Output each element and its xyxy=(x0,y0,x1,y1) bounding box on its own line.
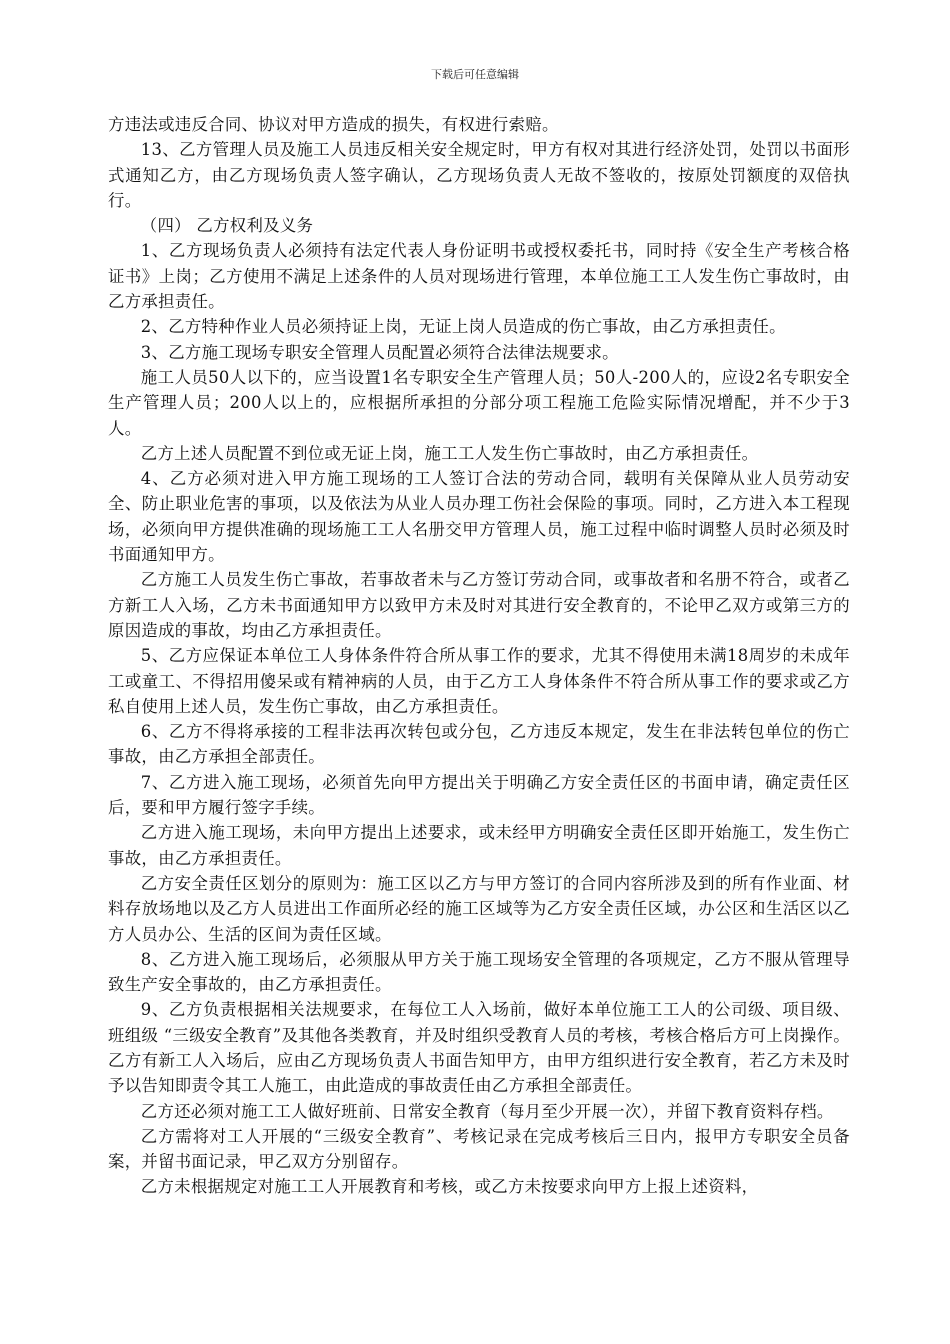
paragraph: 13、乙方管理人员及施工人员违反相关安全规定时，甲方有权对其进行经济处罚，处罚以书面形式通知乙方，由乙方现场负责人签字确认，乙方现场负责人无故不签收的，按原处罚额度的双倍执行。 xyxy=(108,140,850,210)
paragraph: 1、乙方现场负责人必须持有法定代表人身份证明书或授权委托书，同时持《安全生产考核合格证书》上岗；乙方使用不满足上述条件的人员对现场进行管理，本单位施工工人发生伤亡事故时，由乙方承担责任。 xyxy=(108,241,850,312)
paragraph: 9、乙方负责根据相关法规要求，在每位工人入场前，做好本单位施工工人的公司级、项目级、班组级 “三级安全教育”及其他各类教育，并及时组织受教育人员的考核，考核合格后方可上岗操作。乙方有新工人入场后，应由乙方现场负责人书面告知甲方，由甲方组织进行安全教育，若乙方未及时予以告知即责令其工人施工，由此造成的事故责任由乙方承担全部责任。 xyxy=(108,1000,850,1096)
paragraph: 方违法或违反合同、协议对甲方造成的损失，有权进行索赔。 xyxy=(108,115,559,134)
document-body xyxy=(108,112,850,1200)
paragraph: 2、乙方特种作业人员必须持证上岗，无证上岗人员造成的伤亡事故，由乙方承担责任。 xyxy=(140,317,786,337)
paragraph: 5、乙方应保证本单位工人身体条件符合所从事工作的要求，尤其不得使用未满18周岁的未成年工或童工、不得招用傻呆或有精神病的人员，由于乙方工人身体条件不符合所从事工作的要求或乙方私自使用上述人员，发生伤亡事故，由乙方承担责任。 xyxy=(108,646,850,716)
paragraph: 乙方未根据规定对施工工人开展教育和考核，或乙方未按要求向甲方上报上述资料， xyxy=(140,1177,759,1197)
paragraph: 7、乙方进入施工现场，必须首先向甲方提出关于明确乙方安全责任区的书面申请，确定责任区后，要和甲方履行签字手续。 xyxy=(108,772,850,818)
section-heading: （四） 乙方权利及义务 xyxy=(140,216,314,236)
paragraph: 3、乙方施工现场专职安全管理人员配置必须符合法律法规要求。 xyxy=(140,342,619,362)
paragraph: 乙方安全责任区划分的原则为：施工区以乙方与甲方签订的合同内容所涉及到的所有作业面、材料存放场地以及乙方人员进出工作面所必经的施工区域等为乙方安全责任区域，办公区和生活区以乙方人员办公、生活的区间为责任区域。 xyxy=(108,873,850,944)
paragraph: 6、乙方不得将承接的工程非法再次转包或分包，乙方违反本规定，发生在非法转包单位的伤亡事故，由乙方承担全部责任。 xyxy=(108,722,850,767)
page-header: 下载后可任意编辑 xyxy=(431,68,519,81)
paragraph: 乙方需将对工人开展的“三级安全教育”、考核记录在完成考核后三日内，报甲方专职安全员备案，并留书面记录，甲乙双方分别留存。 xyxy=(108,1126,850,1172)
paragraph: 8、乙方进入施工现场后，必须服从甲方关于施工现场安全管理的各项规定，乙方不服从管理导致生产安全事故的，由乙方承担责任。 xyxy=(108,949,850,995)
paragraph: 4、乙方必须对进入甲方施工现场的工人签订合法的劳动合同，载明有关保障从业人员劳动安全、防止职业危害的事项，以及依法为从业人员办理工伤社会保险的事项。同时，乙方进入本工程现场，必须向甲方提供准确的现场施工工人名册交甲方管理人员，施工过程中临时调整人员时必须及时书面通知甲方。 xyxy=(108,469,850,565)
paragraph: 乙方进入施工现场，未向甲方提出上述要求，或未经甲方明确安全责任区即开始施工，发生伤亡事故，由乙方承担责任。 xyxy=(108,823,850,868)
paragraph: 乙方还必须对施工工人做好班前、日常安全教育（每月至少开展一次），并留下教育资料存档。 xyxy=(140,1101,834,1121)
paragraph: 施工人员50人以下的，应当设置1名专职安全生产管理人员；50人-200人的，应设2名专职安全生产管理人员；200人以上的，应根据所承担的分部分项工程施工危险实际情况增配，并不少于3人。 xyxy=(108,367,850,438)
paragraph: 乙方施工人员发生伤亡事故，若事故者未与乙方签订劳动合同，或事故者和名册不符合，或者乙方新工人入场，乙方未书面通知甲方以致甲方未及时对其进行安全教育的，不论甲乙双方或第三方的原因造成的事故，均由乙方承担责任。 xyxy=(108,570,850,640)
paragraph: 乙方上述人员配置不到位或无证上岗，施工工人发生伤亡事故时，由乙方承担责任。 xyxy=(140,443,759,463)
